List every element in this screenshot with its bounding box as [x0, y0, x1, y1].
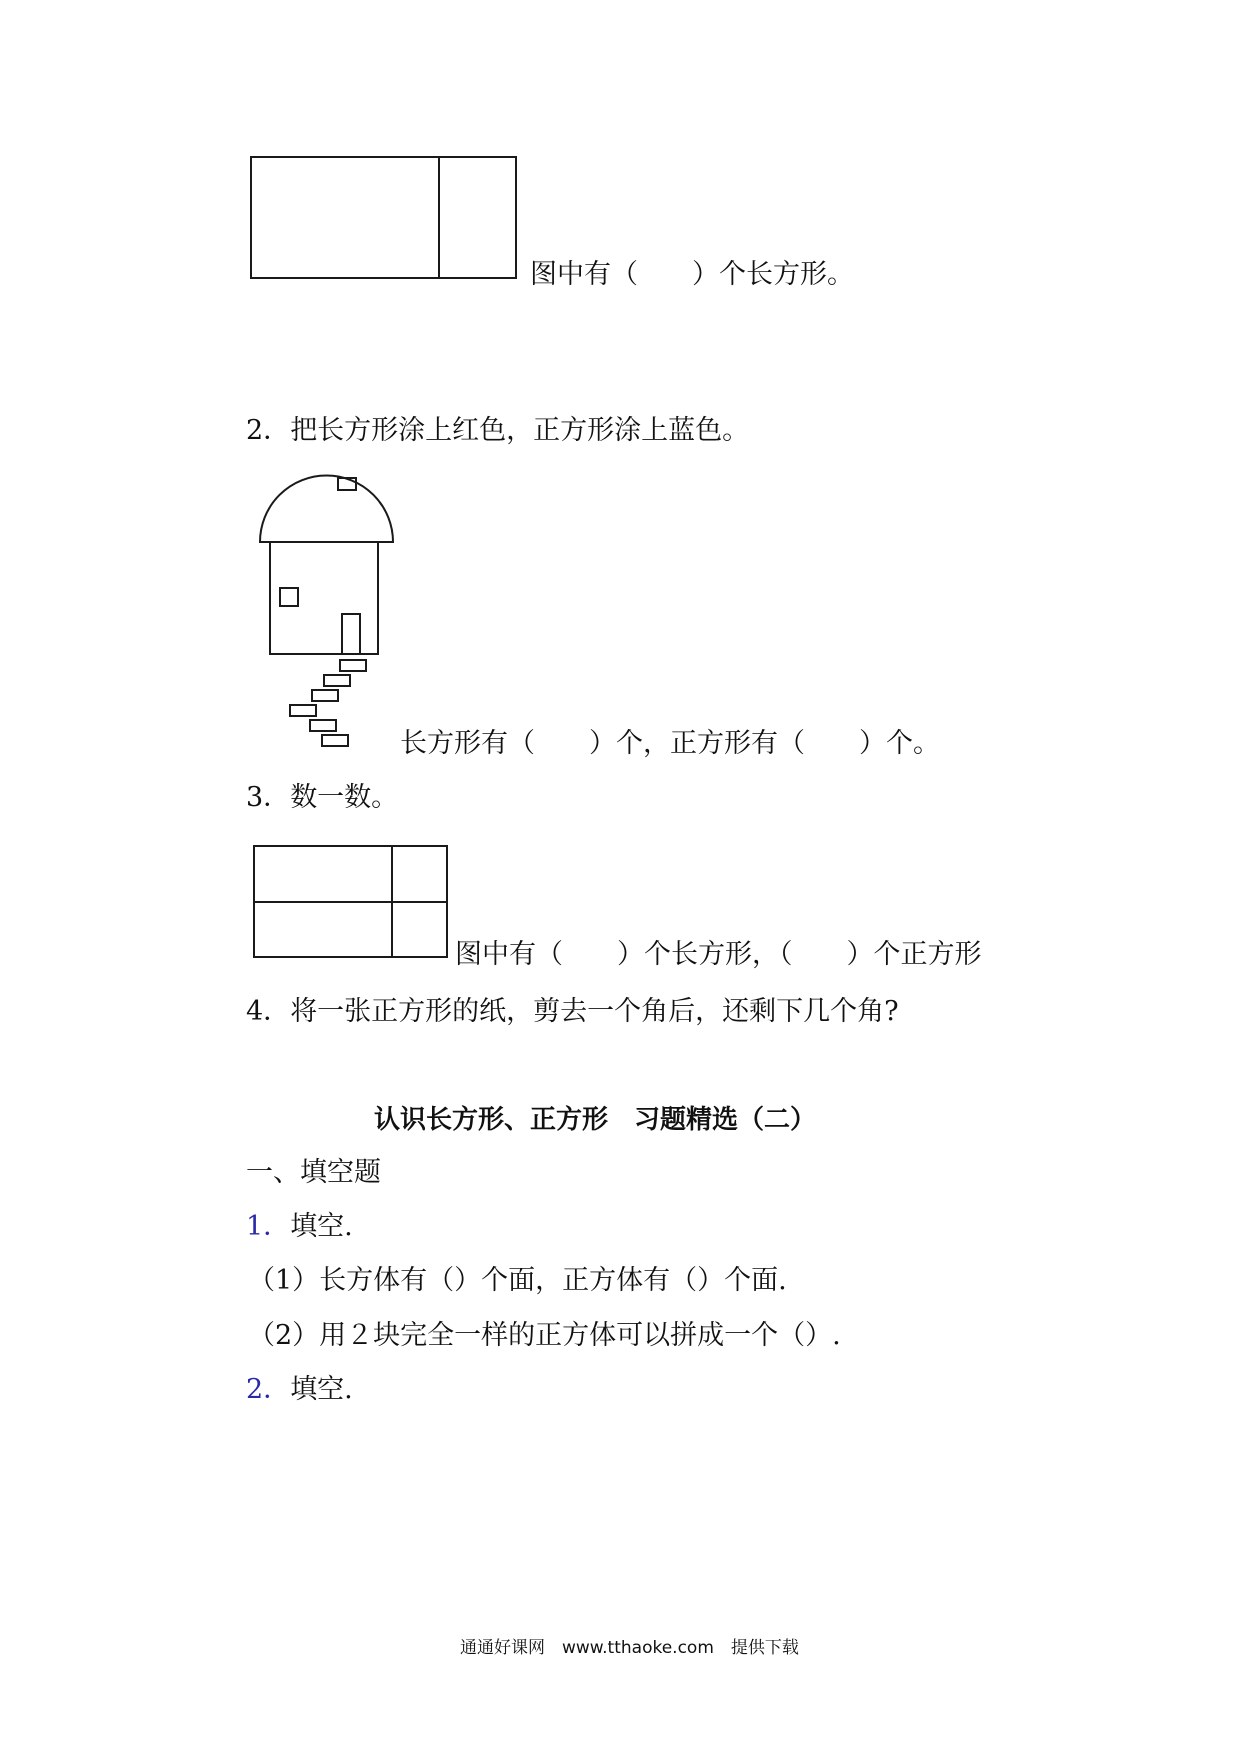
dome-roof — [260, 476, 393, 543]
stair-2 — [324, 675, 350, 686]
q3-answer-line: 图中有（ ）个长方形，（ ）个正方形 — [455, 939, 982, 970]
q3-line — [246, 782, 398, 814]
stair-5 — [310, 720, 336, 731]
q2-answer-line: 长方形有（ ）个，正方形有（ ）个。 — [400, 728, 940, 759]
q2-line — [246, 415, 749, 447]
q4-text: 将一张正方形的纸，剪去一个角后，还剩下几个角? — [290, 996, 899, 1027]
stair-6 — [322, 735, 348, 746]
stair-4 — [290, 705, 316, 716]
p2-q1-sub2: （2）用２块完全一样的正方体可以拼成一个（）. — [248, 1320, 841, 1351]
chimney — [338, 478, 356, 490]
q2-number: 2． — [246, 415, 291, 446]
p2-q2-line — [246, 1374, 353, 1406]
footer-credit: 通通好课网 www.tthaoke.com 提供下载 — [460, 1638, 799, 1658]
q3-text: 数一数。 — [290, 782, 399, 813]
stair-3 — [312, 690, 338, 701]
house-body — [270, 542, 378, 654]
p2-q1-number: 1． — [246, 1211, 291, 1242]
section-heading: 一、填空题 — [246, 1157, 381, 1188]
figure-house — [250, 470, 410, 760]
door — [342, 614, 360, 654]
q2-text: 把长方形涂上红色，正方形涂上蓝色。 — [290, 415, 750, 446]
q4-line — [246, 996, 899, 1028]
p2-q1-line — [246, 1211, 353, 1243]
figure-rectangle-split — [250, 155, 520, 285]
p2-q1-text: 填空. — [290, 1211, 353, 1242]
p2-q2-text: 填空. — [290, 1374, 353, 1405]
section-title: 认识长方形、正方形 习题精选（二） — [374, 1105, 817, 1135]
stair-1 — [340, 660, 366, 671]
q4-number: 4． — [246, 996, 291, 1027]
p2-q1-sub1: （1）长方体有（）个面，正方体有（）个面. — [248, 1265, 787, 1296]
q1-answer-line: 图中有（ ）个长方形。 — [530, 259, 854, 290]
outer-rectangle — [251, 157, 516, 278]
q3-number: 3． — [246, 782, 291, 813]
figure-rectangle-grid — [253, 845, 453, 960]
p2-q2-number: 2． — [246, 1374, 291, 1405]
window — [280, 588, 298, 606]
